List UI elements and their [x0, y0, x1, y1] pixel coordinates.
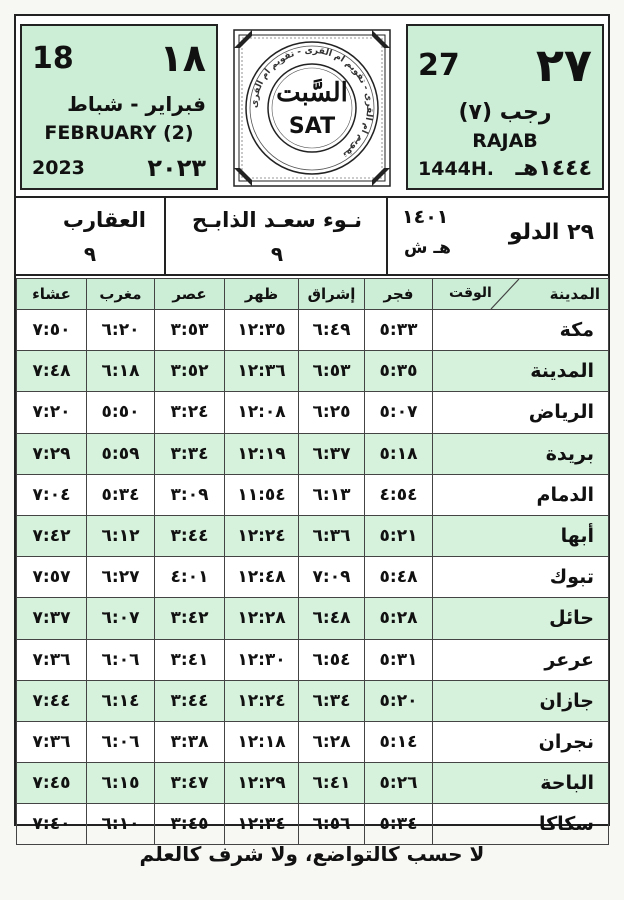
city-name: بريدة — [433, 433, 609, 474]
time-isha: ٧:٠٤ — [17, 474, 87, 515]
time-isha: ٧:٤٠ — [17, 804, 87, 845]
city-name: مكة — [433, 310, 609, 351]
table-row — [17, 804, 609, 845]
col-asr: عصر — [155, 279, 225, 310]
hijri-year-arabic: ١٤٤٤هـ — [515, 156, 592, 181]
time-isha: ٧:٣٧ — [17, 598, 87, 639]
city-name: حائل — [433, 598, 609, 639]
time-asr: ٣:٤٥ — [155, 804, 225, 845]
time-dhuhr: ١٢:٣٤ — [225, 804, 299, 845]
gregorian-year-arabic: ٢٠٢٣ — [147, 154, 206, 182]
solar-cell — [386, 198, 608, 274]
time-asr: ٣:٠٩ — [155, 474, 225, 515]
time-dhuhr: ١٢:٣٦ — [225, 351, 299, 392]
time-dhuhr: ١٢:١٨ — [225, 721, 299, 762]
time-maghrib: ٥:٥٩ — [87, 433, 155, 474]
time-shuruq: ٦:٢٨ — [299, 721, 365, 762]
col-time-label: الوقت — [449, 285, 492, 301]
time-dhuhr: ١٢:٢٤ — [225, 515, 299, 556]
table-row — [17, 351, 609, 392]
time-isha: ٧:٥٠ — [17, 310, 87, 351]
col-fajr: فجر — [365, 279, 433, 310]
day-name-english: SAT — [288, 114, 336, 139]
solar-label: هـ ش — [404, 238, 451, 258]
time-dhuhr: ١٢:٣٠ — [225, 639, 299, 680]
time-asr: ٣:٥٢ — [155, 351, 225, 392]
city-name: جازان — [433, 680, 609, 721]
col-isha: عشاء — [17, 279, 87, 310]
time-shuruq: ٦:٥٤ — [299, 639, 365, 680]
table-row — [17, 639, 609, 680]
time-asr: ٣:٤٤ — [155, 680, 225, 721]
time-asr: ٣:٤٧ — [155, 763, 225, 804]
table-header-row — [17, 279, 609, 310]
col-city-label: المدينة — [549, 285, 600, 303]
time-asr: ٣:٣٨ — [155, 721, 225, 762]
day-seal-graphic — [230, 26, 394, 190]
time-dhuhr: ١٢:٢٨ — [225, 598, 299, 639]
time-maghrib: ٦:١٥ — [87, 763, 155, 804]
city-name: الرياض — [433, 392, 609, 433]
time-fajr: ٥:٣٣ — [365, 310, 433, 351]
time-isha: ٧:٤٥ — [17, 763, 87, 804]
hijri-day-arabic: ٢٧ — [535, 38, 592, 92]
calendar-card — [14, 14, 610, 836]
time-dhuhr: ١٢:٢٩ — [225, 763, 299, 804]
gregorian-day-western: 18 — [32, 40, 74, 76]
time-shuruq: ٧:٠٩ — [299, 557, 365, 598]
col-dhuhr: ظهر — [225, 279, 299, 310]
star-cell — [16, 198, 164, 274]
season-cell — [164, 198, 386, 274]
season-name: نـوء سعـد الذابـح — [191, 208, 362, 232]
city-name: سكاكا — [433, 804, 609, 845]
city-name: الدمام — [433, 474, 609, 515]
city-name: نجران — [433, 721, 609, 762]
time-asr: ٤:٠١ — [155, 557, 225, 598]
time-isha: ٧:٢٠ — [17, 392, 87, 433]
gregorian-day-arabic: ١٨ — [159, 36, 206, 80]
table-row — [17, 763, 609, 804]
time-fajr: ٥:٤٨ — [365, 557, 433, 598]
time-maghrib: ٦:٠٧ — [87, 598, 155, 639]
seal-ring-text: تقويم ام القرى - تقويم ام القرى - تقويم ام القرى — [249, 45, 375, 160]
time-dhuhr: ١٢:٣٥ — [225, 310, 299, 351]
time-dhuhr: ١١:٥٤ — [225, 474, 299, 515]
time-shuruq: ٦:٤١ — [299, 763, 365, 804]
hijri-year-western: 1444H. — [418, 157, 494, 180]
time-dhuhr: ١٢:٠٨ — [225, 392, 299, 433]
time-fajr: ٥:١٤ — [365, 721, 433, 762]
time-isha: ٧:٤٨ — [17, 351, 87, 392]
solar-year: ١٤٠١ — [402, 206, 449, 228]
table-row — [17, 474, 609, 515]
table-row — [17, 721, 609, 762]
city-name: المدينة — [433, 351, 609, 392]
table-row — [17, 433, 609, 474]
hijri-month-arabic: رجب (٧) — [458, 100, 552, 125]
table-row — [17, 392, 609, 433]
time-dhuhr: ١٢:٢٤ — [225, 680, 299, 721]
time-asr: ٣:٤٤ — [155, 515, 225, 556]
city-name: عرعر — [433, 639, 609, 680]
time-shuruq: ٦:١٣ — [299, 474, 365, 515]
time-asr: ٣:٢٤ — [155, 392, 225, 433]
zodiac-sign: ٢٩ الدلو — [508, 220, 594, 245]
time-asr: ٣:٤١ — [155, 639, 225, 680]
col-city-time — [433, 279, 609, 310]
time-asr: ٣:٣٤ — [155, 433, 225, 474]
col-maghrib: مغرب — [87, 279, 155, 310]
time-fajr: ٥:٢٦ — [365, 763, 433, 804]
gregorian-date-box — [20, 24, 218, 190]
prayer-times-body — [17, 310, 609, 845]
gregorian-month-arabic: فبراير - شباط — [67, 92, 206, 116]
time-fajr: ٤:٥٤ — [365, 474, 433, 515]
day-seal — [230, 26, 394, 190]
prayer-times-table — [16, 278, 609, 845]
city-name: أبها — [433, 515, 609, 556]
day-name-arabic: السَّبت — [276, 78, 348, 108]
time-shuruq: ٦:٥٦ — [299, 804, 365, 845]
time-fajr: ٥:٣٤ — [365, 804, 433, 845]
time-dhuhr: ١٢:٤٨ — [225, 557, 299, 598]
time-maghrib: ٦:١٤ — [87, 680, 155, 721]
city-name: تبوك — [433, 557, 609, 598]
footer-proverb: لا حسب كالتواضع، ولا شرف كالعلم — [139, 842, 485, 866]
time-isha: ٧:٢٩ — [17, 433, 87, 474]
time-shuruq: ٦:٣٦ — [299, 515, 365, 556]
time-dhuhr: ١٢:١٩ — [225, 433, 299, 474]
time-maghrib: ٦:١٨ — [87, 351, 155, 392]
hijri-date-box — [406, 24, 604, 190]
time-maghrib: ٦:٠٦ — [87, 639, 155, 680]
time-shuruq: ٦:٤٨ — [299, 598, 365, 639]
gregorian-month-english: FEBRUARY (2) — [44, 122, 194, 144]
time-isha: ٧:٣٦ — [17, 721, 87, 762]
time-maghrib: ٦:١٢ — [87, 515, 155, 556]
time-isha: ٧:٤٢ — [17, 515, 87, 556]
calendar-header — [16, 16, 608, 194]
star-name: العقارب — [62, 208, 146, 232]
time-fajr: ٥:٢٠ — [365, 680, 433, 721]
time-fajr: ٥:٠٧ — [365, 392, 433, 433]
time-isha: ٧:٥٧ — [17, 557, 87, 598]
time-isha: ٧:٤٤ — [17, 680, 87, 721]
time-shuruq: ٦:٤٩ — [299, 310, 365, 351]
gregorian-year-western: 2023 — [32, 157, 85, 179]
table-row — [17, 598, 609, 639]
col-shuruq: إشراق — [299, 279, 365, 310]
time-fajr: ٥:١٨ — [365, 433, 433, 474]
season-day: ٩ — [270, 242, 284, 266]
time-shuruq: ٦:٢٥ — [299, 392, 365, 433]
time-shuruq: ٦:٣٧ — [299, 433, 365, 474]
table-row — [17, 515, 609, 556]
time-isha: ٧:٣٦ — [17, 639, 87, 680]
time-maghrib: ٦:١٠ — [87, 804, 155, 845]
time-maghrib: ٦:٢٧ — [87, 557, 155, 598]
time-shuruq: ٦:٣٤ — [299, 680, 365, 721]
season-info-row — [16, 196, 608, 276]
time-fajr: ٥:٣٥ — [365, 351, 433, 392]
time-maghrib: ٦:٠٦ — [87, 721, 155, 762]
time-maghrib: ٥:٣٤ — [87, 474, 155, 515]
time-shuruq: ٦:٥٣ — [299, 351, 365, 392]
time-asr: ٣:٥٣ — [155, 310, 225, 351]
time-fajr: ٥:٢٨ — [365, 598, 433, 639]
prayer-times-table-wrap — [16, 278, 608, 845]
city-name: الباحة — [433, 763, 609, 804]
time-fajr: ٥:٣١ — [365, 639, 433, 680]
table-row — [17, 557, 609, 598]
table-row — [17, 310, 609, 351]
time-fajr: ٥:٢١ — [365, 515, 433, 556]
time-maghrib: ٦:٢٠ — [87, 310, 155, 351]
time-asr: ٣:٤٢ — [155, 598, 225, 639]
time-maghrib: ٥:٥٠ — [87, 392, 155, 433]
star-day: ٩ — [83, 242, 97, 266]
hijri-day-western: 27 — [418, 47, 460, 83]
hijri-month-english: RAJAB — [472, 130, 538, 152]
table-row — [17, 680, 609, 721]
